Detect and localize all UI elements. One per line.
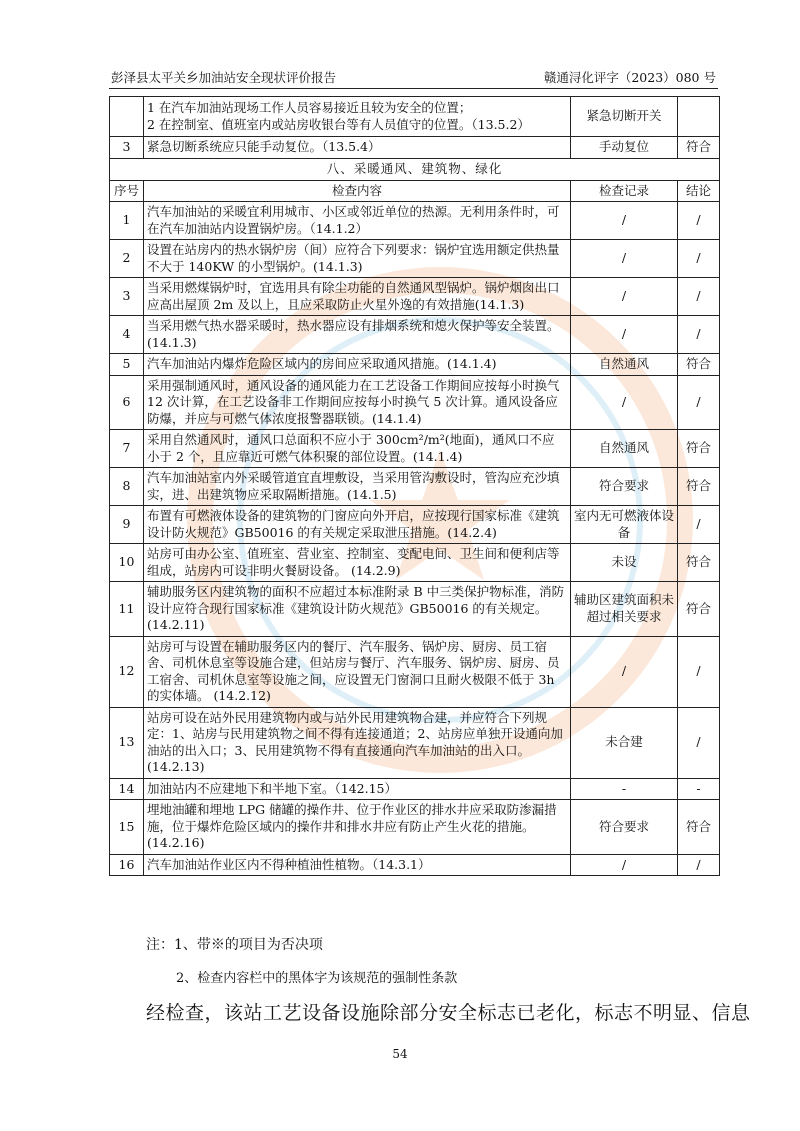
row-number: 9	[110, 506, 144, 544]
row-record: 辅助区建筑面积未超过相关要求	[571, 582, 678, 637]
row-record: 未合建	[571, 707, 678, 778]
table-row	[110, 354, 720, 376]
row-result: 符合	[678, 800, 720, 855]
row-record: 室内无可燃液体设备	[571, 506, 678, 544]
row-record: 手动复位	[571, 137, 678, 159]
row-content: 站房可设在站外民用建筑物内或与站外民用建筑物合建，并应符合下列规定：1、站房与民用建筑物之间不得有连接通道；2、站房应单独开设通向加油站的出入口；3、民用建筑物不得有直接通向汽车加油站的出入口。(14.2.13)	[144, 707, 571, 778]
table-row	[110, 430, 720, 468]
row-record: 自然通风	[571, 354, 678, 376]
row-result: /	[678, 854, 720, 876]
row-result: /	[678, 375, 720, 430]
row-result: /	[678, 636, 720, 707]
row-content: 汽车加油站的采暖宜利用城市、小区或邻近单位的热源。无利用条件时，可在汽车加油站内设置锅炉房。（14.1.2）	[144, 202, 571, 240]
row-number: 16	[110, 854, 144, 876]
row-content: 埋地油罐和埋地 LPG 储罐的操作井、位于作业区的排水井应采取防渗漏措施，位于爆炸危险区域内的操作井和排水井应有防止产生火花的措施。 (14.2.16)	[144, 800, 571, 855]
row-record: /	[571, 316, 678, 354]
table-row	[110, 778, 720, 800]
row-content: 汽车加油站内爆炸危险区域内的房间应采取通风措施。(14.1.4)	[144, 354, 571, 376]
table-row	[110, 375, 720, 430]
row-record: /	[571, 278, 678, 316]
row-number: 13	[110, 707, 144, 778]
table-row	[110, 707, 720, 778]
table-row	[110, 240, 720, 278]
row-record: /	[571, 375, 678, 430]
row-number: 3	[110, 137, 144, 159]
col-header-result: 结论	[678, 180, 720, 202]
row-content: 布置有可燃液体设备的建筑物的门窗应向外开启，应按现行国家标准《建筑设计防火规范》GB50016 的有关规定采取泄压措施。(14.2.4)	[144, 506, 571, 544]
table-row	[110, 316, 720, 354]
row-result: /	[678, 506, 720, 544]
report-number: 赣通浔化评字（2023）080 号	[543, 70, 716, 85]
conclusion-paragraph: 经检查，该站工艺设备设施除部分安全标志已老化，标志不明显、信息	[146, 1002, 751, 1024]
section-row	[110, 159, 720, 181]
row-record: 符合要求	[571, 468, 678, 506]
row-content: 当采用燃煤锅炉时，宜选用具有除尘功能的自然通风型锅炉。锅炉烟囱出口应高出屋顶 2m 及以上，且应采取防止火星外逸的有效措施(14.1.3)	[144, 278, 571, 316]
row-content: 加油站内不应建地下和半地下室。（142.15）	[144, 778, 571, 800]
row-number: 3	[110, 278, 144, 316]
col-header-no: 序号	[110, 180, 144, 202]
row-content: 1 在汽车加油站现场工作人员容易接近且较为安全的位置； 2 在控制室、值班室内或站房收银台等有人员值守的位置。（13.5.2）	[144, 97, 571, 137]
report-title: 彭泽县太平关乡加油站安全现状评价报告	[111, 70, 337, 85]
row-result: /	[678, 707, 720, 778]
row-number: 10	[110, 544, 144, 582]
row-result: 符合	[678, 430, 720, 468]
row-result	[678, 97, 720, 137]
row-content: 当采用燃气热水器采暖时，热水器应设有排烟系统和熄火保护等安全装置。(14.1.3)	[144, 316, 571, 354]
page-number: 54	[392, 1047, 408, 1061]
table-row	[110, 202, 720, 240]
row-content: 站房可由办公室、值班室、营业室、控制室、变配电间、卫生间和便利店等组成，站房内可设非明火餐厨设备。 (14.2.9)	[144, 544, 571, 582]
row-number: 6	[110, 375, 144, 430]
row-record: /	[571, 202, 678, 240]
row-result: /	[678, 240, 720, 278]
row-record: 未设	[571, 544, 678, 582]
table-row	[110, 636, 720, 707]
table-row	[110, 278, 720, 316]
column-header-row	[110, 180, 720, 202]
row-number: 2	[110, 240, 144, 278]
row-record: 紧急切断开关	[571, 97, 678, 137]
row-number: 15	[110, 800, 144, 855]
table-row	[110, 506, 720, 544]
row-content: 紧急切断系统应只能手动复位。（13.5.4）	[144, 137, 571, 159]
table-row	[110, 544, 720, 582]
row-content: 站房可与设置在辅助服务区内的餐厅、汽车服务、锅炉房、厨房、员工宿舍、司机休息室等设施合建，但站房与餐厅、汽车服务、锅炉房、厨房、员工宿舍、司机休息室等设施之间，应设置无门窗洞口且耐火极限不低于 3h 的实体墙。 (14.2.12)	[144, 636, 571, 707]
row-result: 符合	[678, 544, 720, 582]
row-number: 5	[110, 354, 144, 376]
table-row	[110, 468, 720, 506]
row-result: /	[678, 316, 720, 354]
row-number: 8	[110, 468, 144, 506]
row-content: 采用强制通风时，通风设备的通风能力在工艺设备工作期间应按每小时换气 12 次计算，在工艺设备非工作期间应按每小时换气 5 次计算。通风设备应防爆，并应与可燃气体浓度报警器联锁。(14.1.4)	[144, 375, 571, 430]
note-veto-items: 注：1、带※的项目为否决项	[146, 937, 323, 953]
note-mandatory-clauses: 2、检查内容栏中的黑体字为该规范的强制性条款	[176, 971, 458, 986]
row-content: 汽车加油站作业区内不得种植油性植物。（14.3.1）	[144, 854, 571, 876]
row-result: /	[678, 278, 720, 316]
col-header-record: 检查记录	[571, 180, 678, 202]
page-header	[109, 66, 718, 89]
row-record: /	[571, 854, 678, 876]
table-row	[110, 582, 720, 637]
row-content: 汽车加油站室内外采暖管道宜直埋敷设，当采用管沟敷设时，管沟应充沙填实，进、出建筑物应采取隔断措施。(14.1.5)	[144, 468, 571, 506]
row-result: 符合	[678, 468, 720, 506]
row-content: 采用自然通风时，通风口总面积不应小于 300cm²/m²(地面)，通风口不应小于 2 个，且应靠近可燃气体积聚的部位设置。(14.1.4)	[144, 430, 571, 468]
row-number: 7	[110, 430, 144, 468]
row-number	[110, 97, 144, 137]
col-header-content: 检查内容	[144, 180, 571, 202]
row-number: 4	[110, 316, 144, 354]
row-result: -	[678, 778, 720, 800]
row-record: /	[571, 636, 678, 707]
row-result: /	[678, 202, 720, 240]
row-record: -	[571, 778, 678, 800]
row-number: 1	[110, 202, 144, 240]
row-number: 11	[110, 582, 144, 637]
row-record: /	[571, 240, 678, 278]
row-content: 辅助服务区内建筑物的面积不应超过本标准附录 B 中三类保护物标准，消防设计应符合现行国家标准《建筑设计防火规范》GB50016 的有关规定。(14.2.11)	[144, 582, 571, 637]
inspection-table	[109, 96, 720, 876]
row-number: 14	[110, 778, 144, 800]
row-number: 12	[110, 636, 144, 707]
row-content: 设置在站房内的热水锅炉房（间）应符合下列要求：锅炉宜选用额定供热量不大于 140KW 的小型锅炉。(14.1.3)	[144, 240, 571, 278]
row-result: 符合	[678, 137, 720, 159]
table-row	[110, 800, 720, 855]
row-record: 自然通风	[571, 430, 678, 468]
row-result: 符合	[678, 582, 720, 637]
table-row	[110, 97, 720, 137]
row-result: 符合	[678, 354, 720, 376]
table-row	[110, 854, 720, 876]
section-title: 八、采暖通风、建筑物、绿化	[110, 159, 720, 181]
table-row	[110, 137, 720, 159]
row-record: 符合要求	[571, 800, 678, 855]
